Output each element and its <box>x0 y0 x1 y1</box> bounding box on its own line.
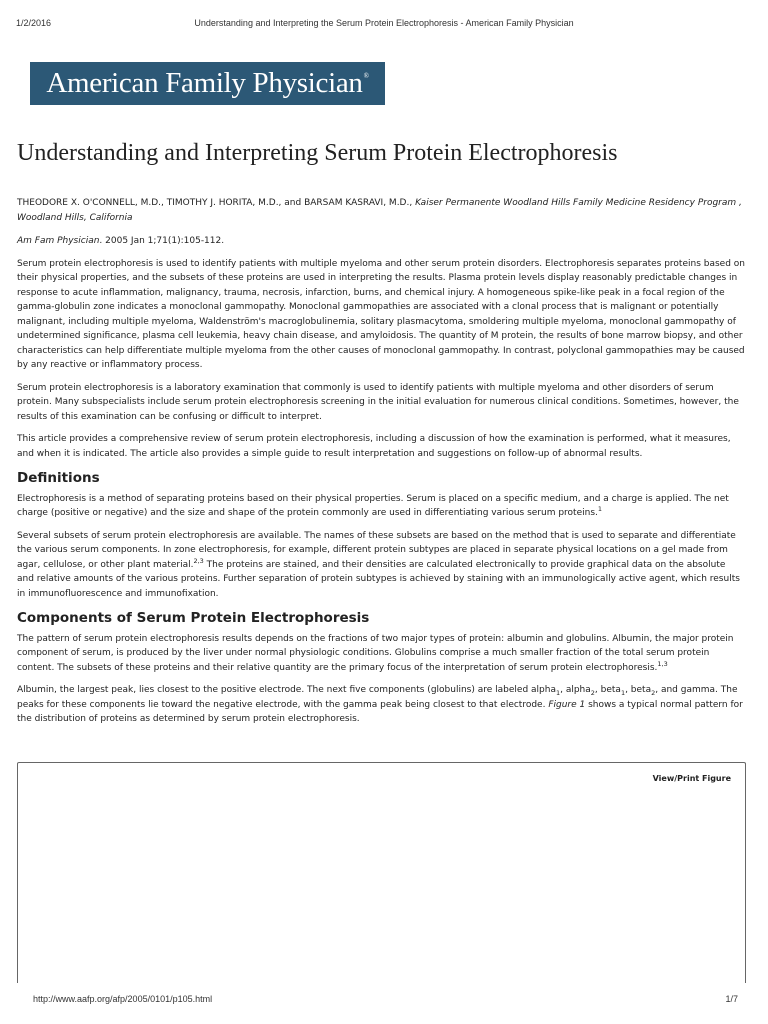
paragraph-text: The proteins are stained, and their densities are calculated electronically to provide graphical data on the absolute and relative amounts of the various proteins. Further separation of protein subtypes is achieved by staining with an immunologically active agent, which results in immunofluorescence and immunofixation. <box>17 559 740 599</box>
intro-paragraph: This article provides a comprehensive review of serum protein electrophoresis, including a discussion of how the examination is performed, what it measures, and when it is indicated. The article also provides a simple guide to result interpretation and suggestions on follow-up of abnormal results. <box>17 434 731 459</box>
author-names: THEODORE X. O'CONNELL, M.D., TIMOTHY J. HORITA, M.D., and BARSAM KASRAVI, M.D., <box>17 198 413 208</box>
print-footer <box>33 994 738 1008</box>
paragraph-text: , beta <box>594 685 621 695</box>
section-heading-components: Components of Serum Protein Electrophoresis <box>17 610 370 626</box>
paragraph-text: Several subsets of serum protein electrophoresis are available. The names of these subsets are based on the method that is used to separate and differentiate the various serum components. In zone electrophoresis, for example, different protein subtypes are placed in separate physical locations on a gel made from agar, cellulose, or other plant material. <box>17 530 736 570</box>
subscript: 1 <box>620 688 626 697</box>
journal-logo[interactable]: American Family Physician ® <box>30 62 385 105</box>
subscript: 2 <box>590 688 595 697</box>
page-number: 1/7 <box>725 994 738 1004</box>
reference-link[interactable]: 1,3 <box>657 659 668 668</box>
body-paragraph <box>17 632 745 676</box>
paragraph-text: Electrophoresis is a method of separating proteins based on their physical properties. Serum is placed on a specific medium, and a charge is applied. The net charge (positive or negative) and the size and shape of the protein commonly are used in differentiating various serum proteins. <box>17 493 729 518</box>
body-paragraph <box>17 529 745 602</box>
page-url: http://www.aafp.org/afp/2005/0101/p105.html <box>33 994 213 1004</box>
article-body <box>17 196 745 735</box>
journal-name: Am Fam Physician <box>17 236 100 246</box>
paragraph-text: , and gamma. The peaks for these components lie toward the negative electrode, with the gamma peak being closest to that electrode. <box>17 685 738 710</box>
paragraph-text: , beta <box>625 685 652 695</box>
section-heading-definitions: Definitions <box>17 470 100 486</box>
view-print-figure-link[interactable]: View/Print Figure <box>652 774 731 783</box>
body-paragraph <box>17 492 745 521</box>
citation-details: . 2005 Jan 1;71(1):105-112. <box>99 236 225 246</box>
paragraph-text: The pattern of serum protein electrophoresis results depends on the fractions of two major types of protein: albumin and globulins. Albumin, the major protein component of serum, is produced by the liver under normal physiologic conditions. Globulins comprise a much smaller fraction of the total serum protein content. The subsets of these proteins and their relative quantity are the primary focus of the interpretation of serum protein electrophoresis. <box>17 633 734 673</box>
citation <box>17 234 745 249</box>
author-line <box>17 196 745 225</box>
figure-reference-link[interactable]: Figure 1 <box>548 699 586 710</box>
print-header <box>16 18 752 32</box>
paragraph-text: Albumin, the largest peak, lies closest to the positive electrode. The next five components (globulins) are labeled alpha <box>17 685 556 695</box>
subscript: 1 <box>555 688 561 697</box>
reference-link[interactable]: 2,3 <box>193 556 204 565</box>
intro-paragraph: Serum protein electrophoresis is a laboratory examination that commonly is used to identify patients with multiple myeloma and other disorders of serum protein. Many subspecialists include serum protein electrophoresis screening in the initial evaluation for numerous clinical conditions. Sometimes, however, the results of this examination can be confusing or difficult to interpret. <box>17 382 739 422</box>
print-date: 1/2/2016 <box>16 18 52 28</box>
author-affiliation: Kaiser Permanente Woodland Hills Family Medicine Residency Program , Woodland Hills, California <box>17 198 742 223</box>
body-paragraph <box>17 683 745 727</box>
figure-box <box>17 762 746 983</box>
print-page-title: Understanding and Interpreting the Serum Protein Electrophoresis - American Family Physician <box>194 18 574 28</box>
paragraph-text: shows a typical normal pattern for the distribution of proteins as determined by serum protein electrophoresis. <box>17 699 743 724</box>
journal-logo-text: American Family Physician <box>46 67 363 99</box>
abstract-paragraph: Serum protein electrophoresis is used to identify patients with multiple myeloma and other serum protein disorders. Electrophoresis separates proteins based on their physical properties, and the subsets of these proteins are used in interpreting the results. Plasma protein levels display reasonably predictable changes in response to acute inflammation, malignancy, trauma, necrosis, infarction, burns, and chemical injury. A homogeneous spike-like peak in a focal region of the gamma-globulin zone indicates a monoclonal gammopathy. Monoclonal gammopathies are associated with a clonal process that is malignant or potentially malignant, including multiple myeloma, Waldenström's macroglobulinemia, solitary plasmacytoma, smoldering multiple myeloma, monoclonal gammopathy of undetermined significance, plasma cell leukemia, heavy chain disease, and amyloidosis. The quantity of M protein, the results of bone marrow biopsy, and other characteristics can help differentiate multiple myeloma from the other causes of monoclonal gammopathy. In contrast, polyclonal gammopathies may be caused by any reactive or inflammatory process. <box>17 258 745 370</box>
reference-link[interactable]: 1 <box>597 505 603 513</box>
paragraph-text: , alpha <box>560 685 591 695</box>
article-title: Understanding and Interpreting Serum Protein Electrophoresis <box>17 140 618 166</box>
subscript: 2 <box>651 688 656 697</box>
